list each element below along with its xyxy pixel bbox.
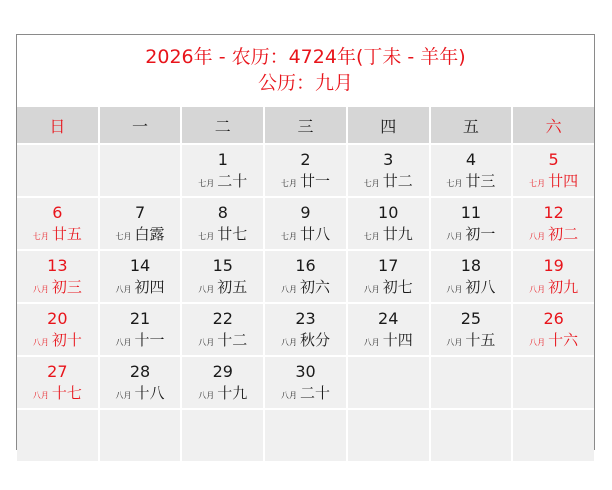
- day-number: 9: [300, 203, 311, 222]
- lunar-month: 八月: [280, 338, 297, 347]
- day-cell[interactable]: [348, 145, 429, 196]
- lunar-month: 八月: [198, 338, 215, 347]
- day-cell[interactable]: [348, 304, 429, 355]
- day-number: 15: [212, 256, 233, 275]
- day-number: 5: [548, 150, 559, 169]
- calendar-page: [16, 34, 595, 450]
- lunar-month: 七月: [198, 179, 215, 188]
- lunar-date: [100, 172, 181, 193]
- lunar-month: 七月: [32, 232, 49, 241]
- lunar-date: [431, 437, 512, 458]
- day-cell[interactable]: [431, 145, 512, 196]
- lunar-date: [513, 225, 594, 246]
- day-cell[interactable]: [348, 251, 429, 302]
- empty-day-cell: [100, 410, 181, 461]
- lunar-month: 八月: [198, 285, 215, 294]
- day-number: 4: [465, 150, 477, 169]
- lunar-date: [17, 278, 98, 299]
- lunar-date: [265, 437, 346, 458]
- day-number: 30: [295, 362, 316, 381]
- lunar-date: [265, 331, 346, 352]
- lunar-day: 廿五: [51, 225, 82, 243]
- empty-day-cell: [100, 145, 181, 196]
- lunar-date: [182, 437, 263, 458]
- day-number: 16: [295, 256, 316, 275]
- lunar-month: 七月: [363, 179, 380, 188]
- lunar-month: 八月: [529, 285, 546, 294]
- lunar-date: [17, 331, 98, 352]
- day-cell[interactable]: [17, 251, 98, 302]
- day-cell[interactable]: [182, 198, 263, 249]
- lunar-day: 二十: [217, 172, 248, 190]
- lunar-day: 廿九: [382, 225, 413, 243]
- day-cell[interactable]: [182, 145, 263, 196]
- day-number: 10: [378, 203, 399, 222]
- day-cell[interactable]: [17, 357, 98, 408]
- calendar-subtitle: 公历：九月: [257, 72, 353, 94]
- lunar-date: [182, 384, 263, 405]
- lunar-month: 七月: [115, 232, 132, 241]
- day-cell[interactable]: [513, 304, 594, 355]
- lunar-month: 八月: [280, 391, 297, 400]
- lunar-date: [513, 437, 594, 458]
- day-number: 18: [460, 256, 482, 275]
- lunar-day: 秋分: [299, 331, 330, 349]
- lunar-date: [17, 384, 98, 405]
- lunar-date: [431, 172, 512, 193]
- day-cell[interactable]: [100, 357, 181, 408]
- lunar-date: [513, 331, 594, 352]
- lunar-day: 廿二: [382, 172, 413, 190]
- lunar-month: 七月: [280, 232, 297, 241]
- day-number: 6: [52, 203, 63, 222]
- empty-day-cell: [182, 410, 263, 461]
- lunar-date: [17, 437, 98, 458]
- lunar-date: [348, 172, 429, 193]
- empty-day-cell: [265, 410, 346, 461]
- lunar-date: [182, 172, 263, 193]
- lunar-date: [100, 384, 181, 405]
- lunar-day: 初九: [548, 278, 579, 296]
- lunar-month: 八月: [115, 285, 132, 294]
- lunar-date: [513, 172, 594, 193]
- lunar-day: 初二: [548, 225, 579, 243]
- lunar-day: 廿八: [299, 225, 330, 243]
- lunar-day: 初四: [134, 278, 165, 296]
- lunar-month: 八月: [115, 338, 132, 347]
- day-number: 14: [129, 256, 151, 275]
- day-number: 12: [543, 203, 564, 222]
- lunar-date: [431, 331, 512, 352]
- lunar-day: 廿七: [217, 225, 248, 243]
- empty-day-cell: [17, 145, 98, 196]
- day-number: 1: [217, 150, 228, 169]
- empty-day-cell: [17, 410, 98, 461]
- lunar-date: [431, 278, 512, 299]
- lunar-date: [513, 278, 594, 299]
- day-number: 29: [212, 362, 233, 381]
- lunar-day: 十八: [134, 384, 165, 402]
- lunar-date: [348, 278, 429, 299]
- lunar-month: 八月: [363, 338, 380, 347]
- lunar-date: [348, 437, 429, 458]
- lunar-date: [100, 225, 181, 246]
- day-cell[interactable]: [513, 145, 594, 196]
- lunar-day: 初八: [465, 278, 496, 296]
- lunar-day: 十九: [217, 384, 248, 402]
- lunar-day: 十七: [51, 384, 82, 402]
- lunar-month: 八月: [446, 232, 463, 241]
- lunar-day: 廿一: [299, 172, 330, 190]
- lunar-month: 八月: [32, 391, 49, 400]
- lunar-day: 初七: [382, 278, 413, 296]
- lunar-day: 二十: [299, 384, 330, 402]
- day-cell[interactable]: [513, 251, 594, 302]
- lunar-date: [265, 384, 346, 405]
- lunar-date: [513, 384, 594, 405]
- day-number: 23: [295, 309, 316, 328]
- calendar-title: 2026年 - 农历：4724年(丁未 - 羊年): [145, 46, 466, 68]
- day-number: 25: [460, 309, 482, 328]
- lunar-day: 初一: [465, 225, 496, 243]
- lunar-day: 白露: [134, 225, 165, 243]
- day-number: 8: [217, 203, 228, 222]
- empty-day-cell: [513, 410, 594, 461]
- day-number: 27: [47, 362, 68, 381]
- day-number: 13: [47, 256, 68, 275]
- weekday-thu: 四: [348, 107, 429, 143]
- day-number: 21: [129, 309, 151, 328]
- day-number: 28: [129, 362, 151, 381]
- lunar-month: 七月: [198, 232, 215, 241]
- day-cell[interactable]: [182, 251, 263, 302]
- empty-day-cell: [348, 357, 429, 408]
- day-number: 3: [383, 150, 394, 169]
- lunar-date: [182, 278, 263, 299]
- lunar-month: 八月: [280, 285, 297, 294]
- day-number: 20: [47, 309, 68, 328]
- lunar-date: [265, 172, 346, 193]
- lunar-day: 初十: [51, 331, 82, 349]
- lunar-date: [100, 437, 181, 458]
- lunar-date: [265, 278, 346, 299]
- lunar-day: 十六: [548, 331, 579, 349]
- day-number: 11: [460, 203, 482, 222]
- empty-day-cell: [431, 357, 512, 408]
- day-cell[interactable]: [431, 198, 512, 249]
- lunar-date: [17, 225, 98, 246]
- lunar-date: [348, 384, 429, 405]
- day-cell[interactable]: [265, 145, 346, 196]
- day-cell[interactable]: [265, 198, 346, 249]
- lunar-date: [431, 225, 512, 246]
- lunar-day: 十五: [465, 331, 496, 349]
- lunar-month: 七月: [363, 232, 380, 241]
- day-cell[interactable]: [17, 198, 98, 249]
- day-cell[interactable]: [431, 251, 512, 302]
- calendar-grid: [17, 107, 594, 461]
- day-cell[interactable]: [17, 304, 98, 355]
- day-cell[interactable]: [100, 251, 181, 302]
- day-cell[interactable]: [182, 304, 263, 355]
- weekday-sat: 六: [513, 107, 594, 143]
- lunar-date: [182, 225, 263, 246]
- lunar-month: 八月: [363, 285, 380, 294]
- lunar-month: 七月: [280, 179, 297, 188]
- day-number: 26: [543, 309, 564, 328]
- lunar-month: 八月: [446, 338, 463, 347]
- day-number: 22: [212, 309, 233, 328]
- lunar-day: 十四: [382, 331, 413, 349]
- lunar-month: 八月: [32, 285, 49, 294]
- day-cell[interactable]: [265, 304, 346, 355]
- weekday-fri: 五: [431, 107, 512, 143]
- weekday-sun: 日: [17, 107, 98, 143]
- lunar-day: 十二: [217, 331, 248, 349]
- lunar-day: 初五: [217, 278, 248, 296]
- day-cell[interactable]: [431, 304, 512, 355]
- day-cell[interactable]: [182, 357, 263, 408]
- day-number: 2: [300, 150, 311, 169]
- weekday-tue: 二: [182, 107, 263, 143]
- day-cell[interactable]: [513, 198, 594, 249]
- empty-day-cell: [513, 357, 594, 408]
- lunar-date: [182, 331, 263, 352]
- weekday-mon: 一: [100, 107, 181, 143]
- empty-day-cell: [348, 410, 429, 461]
- lunar-date: [100, 331, 181, 352]
- lunar-date: [17, 172, 98, 193]
- lunar-day: 廿四: [548, 172, 579, 190]
- lunar-day: 十一: [134, 331, 165, 349]
- day-cell[interactable]: [265, 357, 346, 408]
- lunar-month: 八月: [529, 338, 546, 347]
- lunar-date: [100, 278, 181, 299]
- day-number: 7: [134, 203, 146, 222]
- day-cell[interactable]: [348, 198, 429, 249]
- lunar-month: 七月: [446, 179, 463, 188]
- day-number: 17: [378, 256, 399, 275]
- lunar-date: [348, 225, 429, 246]
- lunar-month: 八月: [446, 285, 463, 294]
- lunar-date: [348, 331, 429, 352]
- lunar-date: [265, 225, 346, 246]
- lunar-month: 八月: [115, 391, 132, 400]
- day-cell[interactable]: [100, 304, 181, 355]
- lunar-month: 八月: [32, 338, 49, 347]
- day-cell[interactable]: [100, 198, 181, 249]
- day-number: 19: [543, 256, 564, 275]
- lunar-date: [431, 384, 512, 405]
- empty-day-cell: [431, 410, 512, 461]
- lunar-day: 初三: [51, 278, 82, 296]
- day-cell[interactable]: [265, 251, 346, 302]
- lunar-month: 八月: [529, 232, 546, 241]
- weekday-wed: 三: [265, 107, 346, 143]
- lunar-month: 七月: [529, 179, 546, 188]
- lunar-day: 初六: [299, 278, 330, 296]
- day-number: 24: [378, 309, 399, 328]
- lunar-month: 八月: [198, 391, 215, 400]
- lunar-day: 廿三: [465, 172, 496, 190]
